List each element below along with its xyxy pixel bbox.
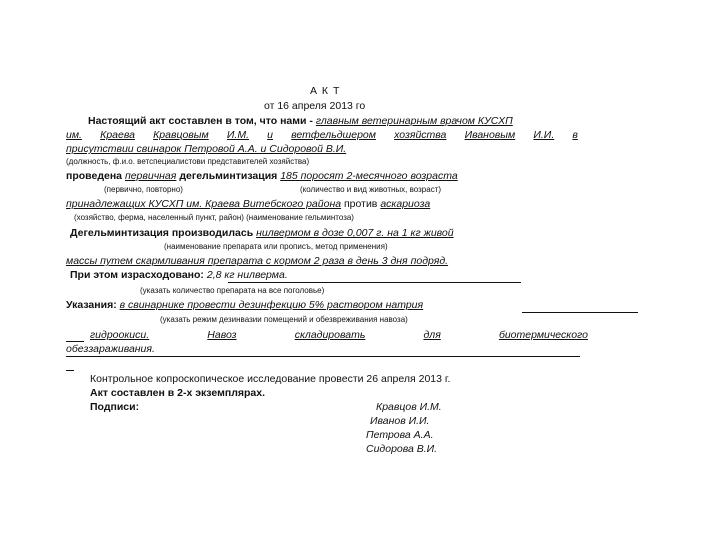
conducted-mid: дегельминтизация	[179, 170, 278, 182]
instructions-word: гидроокиси.	[90, 329, 150, 341]
signature-name: Сидорова В.И.	[366, 443, 438, 455]
fill-line	[66, 356, 580, 357]
document-date: от 16 апреля 2013 го	[264, 100, 366, 112]
hint-drug: (наименование препарата или прописъ, метод применения)	[164, 242, 388, 251]
intro-word: Кравцовым	[153, 129, 209, 141]
instructions-line	[66, 300, 423, 311]
fill-line	[66, 341, 84, 342]
conducted-line	[66, 171, 458, 182]
instructions-word: Навоз	[207, 329, 237, 341]
owner-farm: принадлежащих КУСХП им. Краева Витебского района	[66, 198, 342, 210]
signature-name: Петрова А.А.	[366, 429, 434, 441]
instructions-word: складировать	[294, 329, 366, 341]
owner-disease: аскариоза	[380, 198, 431, 210]
hint-type: (первично, повторно)	[104, 185, 183, 194]
intro-word: ветфельдшером	[291, 129, 376, 141]
intro-line-3: присутствии свинарок Петровой А.А. и Сидоровой В.И.	[66, 143, 347, 155]
conducted-animals: 185 поросят 2-месячного возраста	[280, 170, 458, 182]
conducted-lead: проведена	[66, 170, 123, 182]
instructions-line-2	[90, 330, 588, 341]
intro-word: хозяйства	[394, 129, 447, 141]
signature-name: Иванов И.И.	[370, 415, 430, 427]
owner-mid: против	[344, 198, 378, 210]
fill-line	[522, 312, 638, 313]
instructions-word: для	[423, 329, 441, 341]
fill-line	[66, 370, 74, 371]
signatures-label: Подписи:	[90, 401, 140, 413]
control-line: Контрольное копроскопическое исследование провести 26 апреля 2013 г.	[90, 373, 451, 385]
intro-word: в	[572, 129, 578, 141]
hint-instructions: (указать режим дезинвазии помещений и обезвреживания навоза)	[160, 315, 408, 324]
instructions-word: биотермического	[498, 329, 588, 341]
signature-name: Кравцов И.М.	[376, 401, 442, 413]
intro-line	[88, 116, 513, 127]
copies-line: Акт составлен в 2-х экземплярах.	[90, 387, 265, 399]
spent-lead: При этом израсходовано:	[70, 269, 204, 281]
intro-fill: главным ветеринарным врачом КУСХП	[315, 115, 513, 127]
instructions-lead: Указания:	[66, 299, 117, 311]
intro-word: Ивановым	[464, 129, 516, 141]
drug-line	[70, 228, 454, 239]
hint-positions: (должность, ф.и.о. ветспециалистови представителей хозяйства)	[66, 157, 310, 166]
spent-amount: 2,8 кг нилверма.	[206, 269, 288, 281]
method-line: массы путем скармливания препарата с кормом 2 раза в день 3 дня подряд.	[66, 255, 449, 267]
intro-word: И.И.	[533, 129, 555, 141]
hint-spent: (указать количество препарата на все поголовье)	[140, 286, 325, 295]
intro-word: и	[267, 129, 273, 141]
instructions-text: в свинарнике провести дезинфекцию 5% раствором натрия	[119, 299, 424, 311]
owner-line	[66, 199, 430, 210]
intro-line-2	[66, 130, 578, 141]
document-title: А К Т	[310, 85, 341, 97]
drug-dose: нилвермом в дозе 0,007 г. на 1 кг живой	[256, 227, 454, 239]
hint-owner: (хозяйство, ферма, населенный пункт, район) (наименование гельминтоза)	[74, 213, 354, 222]
intro-word: И.М.	[226, 129, 249, 141]
intro-word: им.	[66, 129, 82, 141]
instructions-line-3: обеззараживания.	[66, 343, 155, 355]
spent-line	[70, 270, 288, 281]
conducted-type: первичная	[124, 170, 177, 182]
drug-lead: Дегельминтизация производилась	[70, 227, 254, 239]
fill-line	[228, 282, 521, 283]
intro-lead: Настоящий акт составлен в том, что нами -	[88, 115, 313, 127]
intro-word: Краева	[100, 129, 135, 141]
hint-animals: (количество и вид животных, возраст)	[300, 185, 442, 194]
